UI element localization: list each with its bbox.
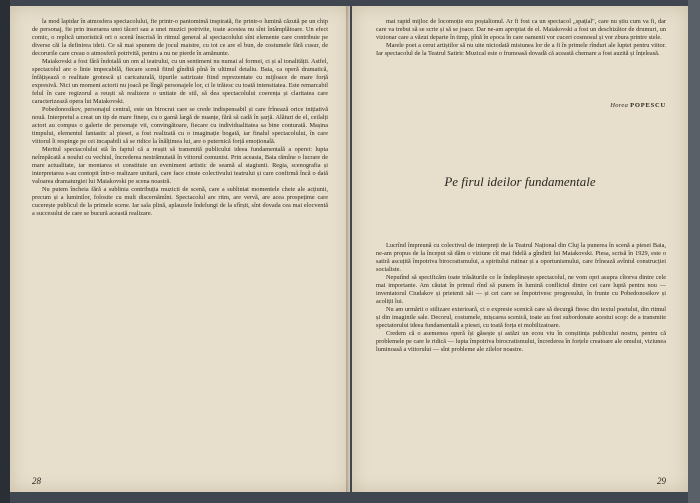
paragraph: Credem că o asemenea operă își găsește și astăzi un ecou viu în conștiința publicului nostru, pentru că problemele pe care le ridică — lupta împotriva birocratismului, încrederea în forțele creatoare ale omului, viziunea luminoasă a viitorului — sînt probleme ale zilelor noastre. — [376, 330, 666, 353]
page-number-left: 28 — [32, 476, 41, 486]
author-last-name: POPESCU — [630, 102, 666, 109]
section-title: Pe firul ideilor fundamentale — [444, 174, 596, 189]
paragraph: Nu putem încheia fără a sublinia contribuția muzicii de scenă, care a subliniat momentele cheie ale acțiunii, precum și a luminilor, folosite cu mult discernămînt. Spectacolul are ritm, are vervă, are acea prospețime care cucerește publicul de la primele scene. Iar sala plină, aplauzele îndelungi de la sfîrșit, sînt dovada cea mai elocventă a succesului de care se bucură această realizare. — [32, 186, 328, 217]
author-signature — [610, 102, 666, 109]
paragraph: mai rapid mijloc de locomoție era poștalionul. Ar fi fost ca un spectacol „spațial", care nu știu cum va fi, dar care va trebui să se scrie și să se joace. Dar ne-am apropiat de el. Maiakovski a fost un deschizător de drumuri, un vizionar care a văzut departe în timp, pînă în epoca în care oamenii vor cuceri cosmosul și vor zbura printre stele. — [376, 18, 666, 41]
left-page-text — [32, 18, 328, 472]
right-page-body-text — [376, 242, 666, 474]
paragraph: Pobedonosikov, personajul central, este un birocrat care se crede indispensabil și care frînează orice inițiativă nouă. Interpretul a creat un tip de mare finețe, cu o gamă largă de nuanțe, fără să cadă în șarjă. Alături de el, ceilalți actori au compus o galerie de personaje vii, convingătoare, fiecare cu individualitatea sa bine conturată. Mașina timpului, elementul fantastic al piesei, a fost realizată cu o imaginație bogată, iar finalul spectacolului, în care viitorul îi respinge pe cei incapabili să se ridice la înălțimea lui, are o puternică forță emoțională. — [32, 106, 328, 145]
left-page — [10, 6, 350, 492]
paragraph: Nu am urmărit o stilizare exterioară, ci o expresie scenică care să decurgă firesc din textul poetului, din ritmul și din imaginile sale. Decorul, costumele, mișcarea scenică, toate au fost subordonate acestui scop: de a transmite spectatorului ideea fundamentală a piesei, cu toată forța ei mobilizatoare. — [376, 306, 666, 329]
binding-shadow-left — [0, 0, 10, 503]
page-number-right: 29 — [657, 476, 666, 486]
right-page — [352, 6, 688, 492]
right-page-top-text — [376, 18, 666, 90]
paragraph: Meritul spectacolului stă în faptul că a reușit să transmită publicului ideea fundamentală a operei: lupta neîmpăcată a noului cu vechiul, încrederea nestrămutată în viitorul comunist. Prin aceasta, Baia rămîne o lucrare de mare actualitate, iar montarea ei constituie un eveniment artistic de seamă al stagiunii. Regia, scenografia și interpretarea s-au contopit într-o realizare unitară, care face cinste colectivului teatrului și care confirmă încă o dată valoarea dramaturgiei lui Maiakovski pe scena noastră. — [32, 146, 328, 185]
binding-edge-right — [688, 0, 700, 503]
paragraph: Marele poet a cerut artiștilor să nu uite niciodată misiunea lor de a fi în primele rînduri ale luptei pentru viitor. Iar spectacolul de la Teatrul Satiric Muzical este o frumoasă dovadă că această chemare a fost auzită și înțeleasă. — [376, 42, 666, 57]
author-first-name: Horea — [610, 102, 629, 109]
paragraph: la mod lapidar în atmosfera spectacolului, fie printr-o pantomimă inspirată, fie printr-o lumină căzută pe un chip de personaj, fie prin inserarea unei tăceri sau a unei muzici potrivite, toate acestea nu sînt întâmplătoare. Un efect comic, o replică umoristică ori o scenă înscrisă în ritmul general al spectacolului sînt elemente care contribuie pe diverse căi la definirea ideii. Ce să mai spunem de jocul maistre, cu tot ce are el bun, de costumele fără cusur, de decorurile care creau o atmosferă potrivită, pentru a nu ne pierde în amănunte. — [32, 18, 328, 57]
paragraph: Maiakovski a fost fără îndoială un om al teatrului, cu un sentiment nu numai al formei, ci și al tonalității. Astfel, spectacolul are o linie impecabilă, fiecare scenă fiind gîndită pînă în ultimul detaliu. Baia, ca operă dramatică, înfățișează o realitate grotescă și caricaturală, tipurile satirizate fiind reprezentate cu mijloace de mare forță expresivă. Nici un moment actorii nu joacă pe lîngă personajele lor, ci le trăiesc cu toată intensitatea. Este remarcabil felul în care regizorul a reușit să realizeze o unitate de stil, să dea spectacolului coerența și claritatea care caracterizează opera lui Maiakovski. — [32, 58, 328, 105]
paragraph: Lucrînd împreună cu colectivul de interpreți de la Teatrul Național din Cluj la punerea în scenă a piesei Baia, ne-am propus de la început să dăm o viziune cît mai fidelă a gîndirii lui Maiakovski. Piesa, scrisă în 1929, este o satiră ascuțită împotriva birocratismului, a spiritului rutinar și a oportunismului, care frînează avîntul construcției socialiste. — [376, 242, 666, 273]
paragraph: Neputînd să specificăm toate trăsăturile ce le îndeplinește spectacolul, ne vom opri asupra cîtorva dintre cele mai importante. Am căutat în primul rînd să punem în lumină conflictul dintre cei care luptă pentru nou — inventatorul Ciudakov și prietenii săi — și cei care se împotrivesc progresului, în frunte cu Pobedonosikov și acoliții lui. — [376, 274, 666, 305]
